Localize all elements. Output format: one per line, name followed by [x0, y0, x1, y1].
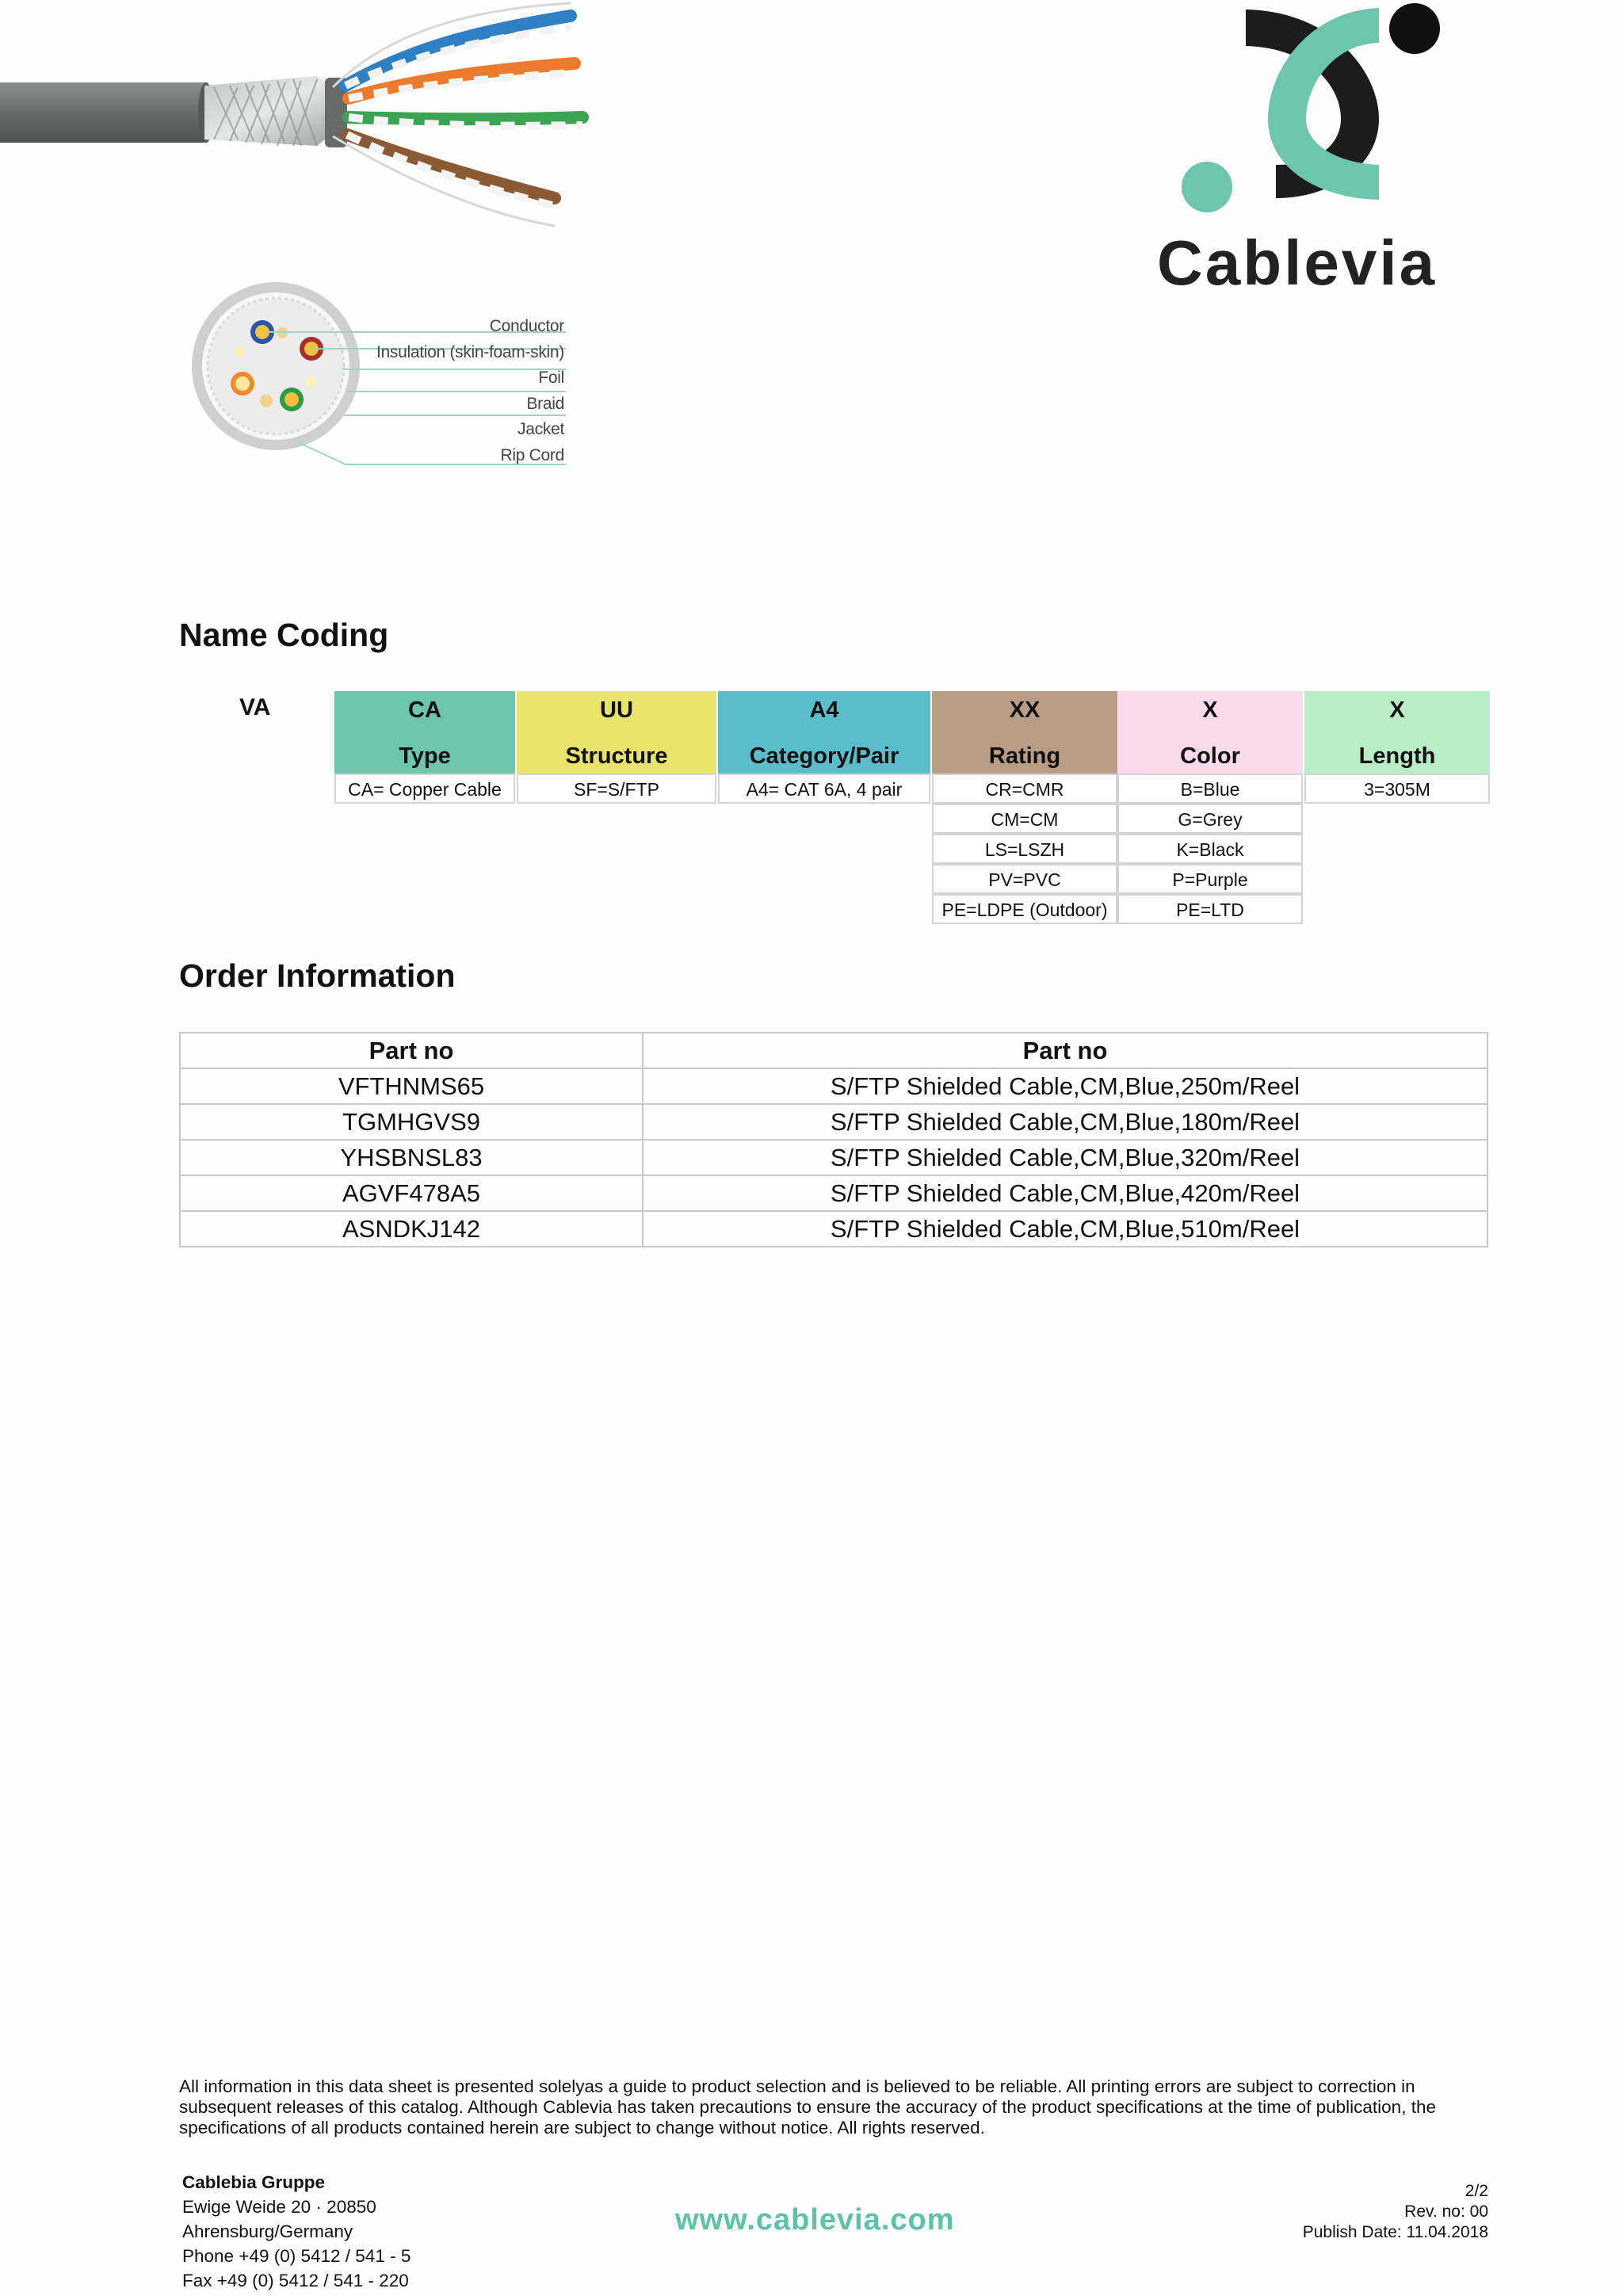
description-cell: S/FTP Shielded Cable,CM,Blue,420m/Reel: [643, 1175, 1487, 1211]
code-value-cell: LS=LSZH: [932, 834, 1117, 864]
name-coding-column: [718, 691, 930, 804]
address-line: Ahrensburg/Germany: [182, 2222, 353, 2241]
code-label: Category/Pair: [749, 743, 899, 769]
name-coding-prefix: VA: [239, 694, 271, 720]
name-coding-column: [334, 691, 515, 804]
code-value-cell: K=Black: [1117, 834, 1303, 864]
name-coding-title: Name Coding: [179, 617, 389, 653]
brand-logo: [1141, 0, 1482, 317]
code-letters: X: [1202, 697, 1218, 723]
code-value-cell: PE=LDPE (Outdoor): [932, 894, 1117, 924]
part-number-cell: ASNDKJ142: [180, 1211, 643, 1247]
order-info-table: [179, 1032, 1488, 1247]
name-coding-column: [1117, 691, 1303, 924]
code-value-cell: CR=CMR: [932, 774, 1117, 804]
code-value-cell: CA= Copper Cable: [334, 774, 515, 804]
code-label: Structure: [565, 743, 668, 769]
code-value-cell: PV=PVC: [932, 864, 1117, 894]
fax-line: Fax +49 (0) 5412 / 541 - 220: [182, 2271, 409, 2290]
name-coding-header: [932, 691, 1117, 774]
code-value-cell: A4= CAT 6A, 4 pair: [718, 774, 930, 804]
logo-mark-icon: [1141, 0, 1482, 238]
table-row: [180, 1175, 1487, 1211]
code-label: Rating: [988, 743, 1061, 769]
code-value-cell: B=Blue: [1117, 774, 1303, 804]
name-coding-column: [1304, 691, 1490, 804]
code-letters: CA: [408, 697, 441, 723]
name-coding-header: [718, 691, 930, 774]
name-coding-header: [1304, 691, 1490, 774]
description-cell: S/FTP Shielded Cable,CM,Blue,510m/Reel: [643, 1211, 1487, 1247]
label-rip-cord: Rip Cord: [500, 445, 564, 464]
label-conductor: Conductor: [489, 317, 564, 335]
description-cell: S/FTP Shielded Cable,CM,Blue,250m/Reel: [643, 1068, 1487, 1104]
company-address: [182, 2170, 411, 2293]
code-value-cell: P=Purple: [1117, 864, 1303, 894]
code-label: Length: [1358, 743, 1436, 769]
name-coding-header: [517, 691, 716, 774]
table-row: [180, 1104, 1487, 1140]
name-coding-header: [1117, 691, 1303, 774]
label-insulation: Insulation (skin-foam-skin): [376, 342, 564, 361]
name-coding-column: [517, 691, 716, 804]
code-label: Type: [399, 743, 451, 769]
code-value-cell: SF=S/FTP: [517, 774, 716, 804]
code-label: Color: [1180, 743, 1240, 769]
table-row: [180, 1211, 1487, 1247]
code-letters: A4: [809, 697, 839, 723]
name-coding-column: [932, 691, 1117, 924]
part-number-cell: VFTHNMS65: [180, 1068, 643, 1104]
code-value-cell: G=Grey: [1117, 804, 1303, 834]
cable-cross-section: [187, 274, 567, 472]
logo-wordmark: Cablevia: [1157, 227, 1438, 298]
code-value-cell: 3=305M: [1304, 774, 1490, 804]
description-cell: S/FTP Shielded Cable,CM,Blue,320m/Reel: [643, 1140, 1487, 1175]
phone-line: Phone +49 (0) 5412 / 541 - 5: [182, 2246, 411, 2266]
revision-number: Rev. no: 00: [1404, 2202, 1488, 2221]
order-info-title: Order Information: [179, 957, 456, 994]
label-braid: Braid: [526, 394, 564, 413]
order-header-row: [180, 1033, 1487, 1068]
header-part-no: Part no: [180, 1033, 643, 1068]
label-foil: Foil: [538, 369, 564, 387]
document-meta: [1189, 2181, 1488, 2243]
code-letters: UU: [600, 697, 633, 723]
part-number-cell: AGVF478A5: [180, 1175, 643, 1211]
description-cell: S/FTP Shielded Cable,CM,Blue,180m/Reel: [643, 1104, 1487, 1140]
table-row: [180, 1140, 1487, 1175]
company-name: Cablebia Gruppe: [182, 2172, 326, 2192]
part-number-cell: TGMHGVS9: [180, 1104, 643, 1140]
page-number: 2/2: [1465, 2182, 1488, 2200]
cable-photo: [0, 0, 602, 238]
address-line: Ewige Weide 20 · 20850: [182, 2197, 376, 2217]
website-link[interactable]: www.cablevia.com: [675, 2203, 955, 2237]
name-coding-header: [334, 691, 515, 774]
disclaimer-text: All information in this data sheet is presented solelyas a guide to product selection and is believed to be reliable. All printing errors are subject to correction in subsequent releases of this catalog. Although Cablevia has taken precautions to ensure the accuracy of the product specifications at the time of publication, the specifications of all products contained herein are subject to change without notice. All rights reserved.: [179, 2076, 1436, 2137]
publish-date: Publish Date: 11.04.2018: [1302, 2223, 1488, 2241]
code-value-cell: CM=CM: [932, 804, 1117, 834]
label-jacket: Jacket: [517, 420, 564, 438]
code-letters: X: [1389, 697, 1405, 723]
header-description: Part no: [643, 1033, 1487, 1068]
table-row: [180, 1068, 1487, 1104]
code-letters: XX: [1009, 697, 1041, 723]
part-number-cell: YHSBNSL83: [180, 1140, 643, 1175]
code-value-cell: PE=LTD: [1117, 894, 1303, 924]
